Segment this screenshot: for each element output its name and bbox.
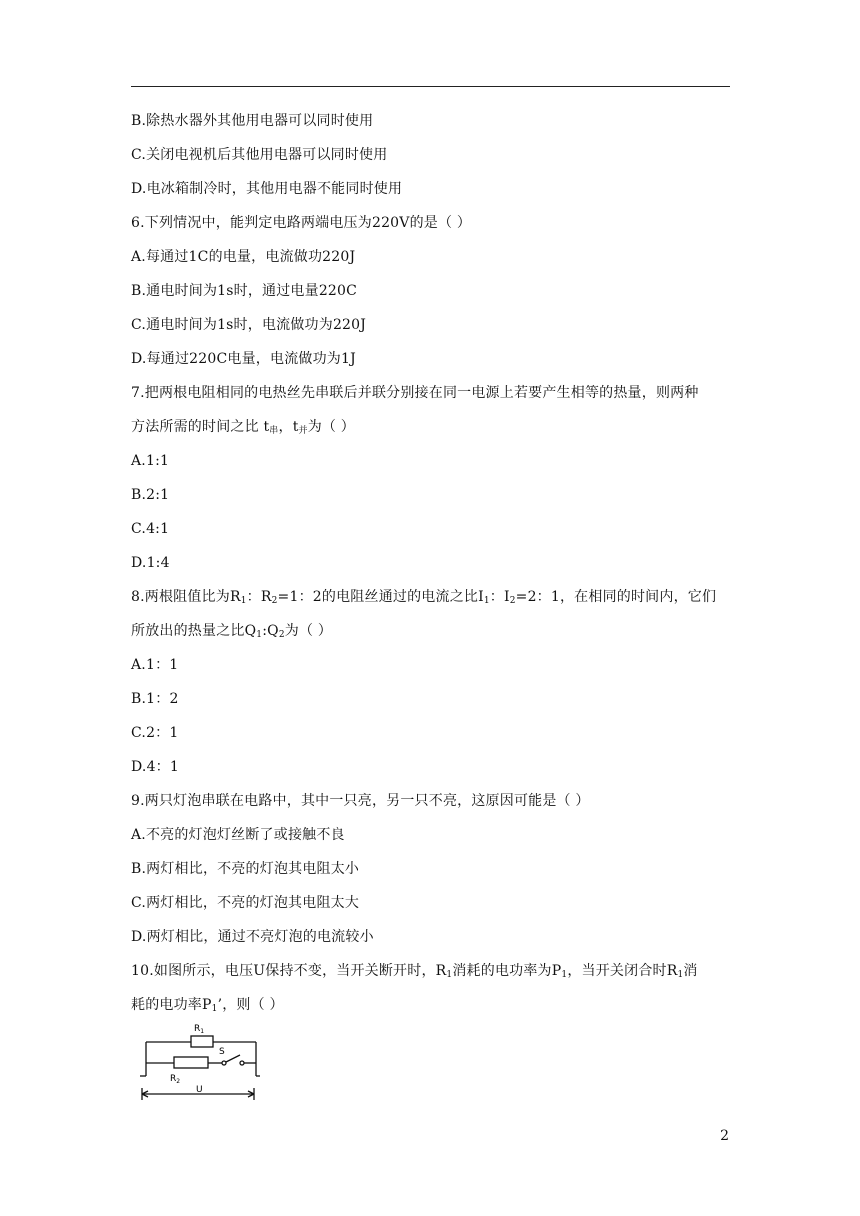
switch-label: S	[219, 1047, 225, 1057]
option-9b: B.两灯相比，不亮的灯泡其电阻太小	[131, 861, 360, 877]
circuit-diagram	[136, 1014, 260, 1104]
option-8c: C.2：1	[131, 725, 179, 741]
option-8a: A.1：1	[131, 657, 179, 673]
question-7-line2: 方法所需的时间之比 $t_串$，$t_并$为（ ）	[131, 419, 355, 436]
r2-label: $R_2$	[170, 1074, 181, 1085]
header-rule	[131, 86, 730, 87]
option-9a: A.不亮的灯泡灯丝断了或接触不良	[131, 827, 345, 843]
option-8d: D.4：1	[131, 759, 179, 775]
option-6d: D.每通过220C电量，电流做功为1J	[131, 351, 356, 367]
question-6: 6.下列情况中，能判定电路两端电压为220V的是（ ）	[131, 215, 472, 231]
option-7d: D.1:4	[131, 555, 170, 571]
r1-label: $R_1$	[194, 1024, 205, 1035]
option-5c: C.关闭电视机后其他用电器可以同时使用	[131, 147, 388, 163]
option-5d: D.电冰箱制冷时，其他用电器不能同时使用	[131, 181, 403, 197]
option-7b: B.2:1	[131, 487, 170, 503]
option-5b: B.除热水器外其他用电器可以同时使用	[131, 113, 374, 129]
question-8-line2: 所放出的热量之比$Q_1:Q_2$为（ ）	[131, 623, 333, 640]
question-9: 9.两只灯泡串联在电路中，其中一只亮，另一只不亮，这原因可能是（ ）	[131, 793, 590, 809]
question-10-line2: 耗的电功率$P_1$’，则（ ）	[131, 997, 284, 1014]
option-7c: C.4:1	[131, 521, 170, 537]
option-6a: A.每通过1C的电量，电流做功220J	[131, 249, 356, 265]
option-6b: B.通电时间为1s时，通过电量220C	[131, 283, 358, 299]
question-10-line1: 10.如图所示，电压U保持不变，当开关断开时，$R_1$消耗的电功率为$P_1$，当开关闭合时$R_1$消	[131, 963, 698, 980]
option-7a: A.1:1	[131, 453, 170, 469]
voltage-label: U	[196, 1085, 203, 1095]
question-8-line1: 8.两根阻值比为$R_1$：$R_2=1$：2的电阻丝通过的电流之比$I_1$：$I_2=2$：1，在相同的时间内，它们	[131, 589, 717, 606]
option-9c: C.两灯相比，不亮的灯泡其电阻太大	[131, 895, 360, 911]
option-8b: B.1：2	[131, 691, 179, 707]
option-6c: C.通电时间为1s时，电流做功为220J	[131, 317, 367, 333]
option-9d: D.两灯相比，通过不亮灯泡的电流较小	[131, 929, 374, 945]
page-number: 2	[720, 1128, 729, 1144]
question-7-line1: 7.把两根电阻相同的电热丝先串联后并联分别接在同一电源上若要产生相等的热量，则两种	[131, 385, 699, 401]
